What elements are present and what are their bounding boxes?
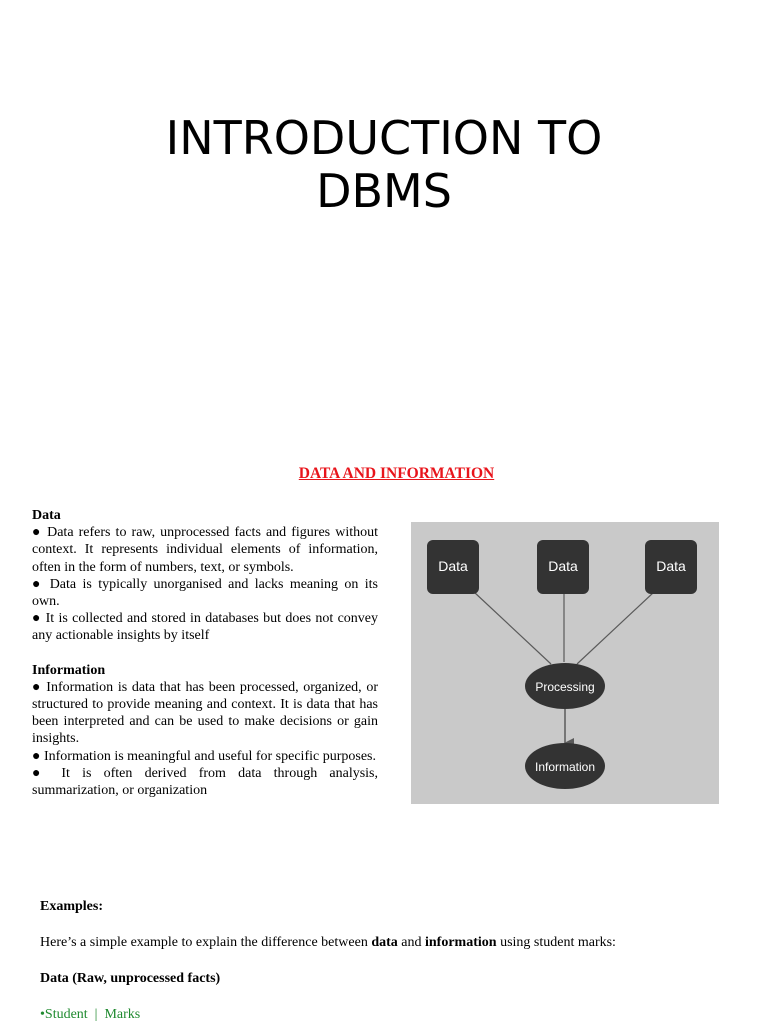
- page-title: [0, 112, 768, 218]
- data-bullet-3: ● It is collected and stored in databases but does not convey any actionable insights by itself: [32, 611, 378, 644]
- information-bullet-1: ● Information is data that has been processed, organized, or structured to provide meaning and context. It is data that has been interpreted and can be used to make decisions or gain insights.: [32, 679, 378, 747]
- information-node-label: Information: [534, 760, 596, 774]
- data-node-2: [537, 540, 589, 594]
- data-bullet-2: ● Data is typically unorganised and lacks meaning on its own.: [32, 576, 378, 610]
- processing-node: [525, 663, 605, 709]
- title-line-1: INTRODUCTION TO: [165, 111, 603, 165]
- information-bullet-2: ● Information is meaningful and useful for specific purposes.: [32, 748, 376, 764]
- examples-intro: [40, 934, 740, 951]
- examples-data-heading: Data (Raw, unprocessed facts): [40, 971, 221, 986]
- data-node-1: [427, 540, 479, 594]
- information-heading: Information: [32, 662, 106, 678]
- information-bullet-3: ● It is often derived from data through analysis, summarization, or organization: [32, 765, 378, 799]
- examples-section: [40, 898, 740, 1023]
- intro-prefix: Here’s a simple example to explain the difference between: [40, 935, 372, 950]
- connector-line-3: [577, 592, 654, 664]
- spacer: [32, 645, 378, 662]
- text-column: [32, 507, 378, 799]
- data-node-1-label: Data: [438, 558, 468, 574]
- data-processing-diagram: [411, 522, 719, 804]
- intro-bold-information: information: [425, 935, 497, 950]
- information-node: [525, 743, 605, 789]
- diagram-svg: [411, 522, 719, 804]
- data-node-2-label: Data: [548, 558, 578, 574]
- intro-suffix: using student marks:: [496, 935, 616, 950]
- section-heading: DATA AND INFORMATION: [298, 465, 495, 482]
- data-node-3-label: Data: [656, 558, 686, 574]
- table-header-row: •Student | Marks: [40, 1007, 141, 1022]
- examples-title: Examples:: [40, 899, 103, 914]
- connector-line-1: [474, 592, 551, 664]
- intro-mid: and: [397, 935, 425, 950]
- processing-node-label: Processing: [535, 680, 595, 694]
- data-bullet-1: ● Data refers to raw, unprocessed facts and figures without context. It represents individual elements of information, often in the form of numbers, text, or symbols.: [32, 525, 378, 575]
- data-heading: Data: [32, 508, 61, 523]
- title-line-2: DBMS: [316, 164, 452, 218]
- data-node-3: [645, 540, 697, 594]
- intro-bold-data: data: [371, 935, 398, 950]
